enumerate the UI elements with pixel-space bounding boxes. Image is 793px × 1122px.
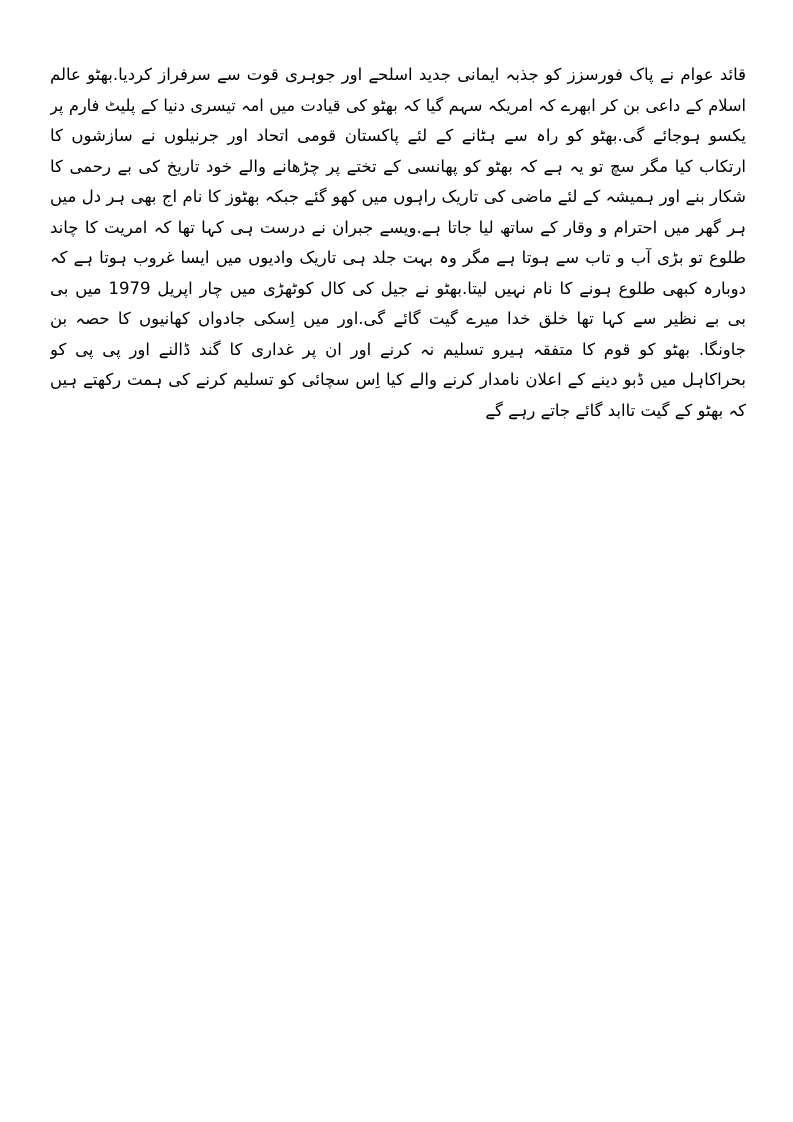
text-line-2: اسلام کے داعی بن کر ابھرے کہ امریکہ سہم گیا کہ بھٹو کی قیادت میں امہ تیسری دنیا کے پلیٹ فارم پر <box>50 95 746 115</box>
text-line-3: یکسو ہوجائے گی.بھٹو کو راہ سے ہٹانے کے لئے پاکستان قومی اتحاد اور جرنیلوں نے سازشوں کا <box>50 126 746 145</box>
text-line-9: بی بے نظیر سے کہا تھا خلق خدا میرے گیت گائے گی.اور میں اِسکی جادواں کھانیوں کا حصہ بن <box>50 309 746 328</box>
text-line-5: شکار بنے اور ہمیشہ کے لئے ماضی کی تاریک راہوں میں کھو گئے جبکہ بھٹوز کا نام اج بھی ہر دل میں <box>50 187 746 206</box>
text-line-1: قائد عوام نے پاک فورسزز کو جذبہ ایمانی جدید اسلحے اور جوہری قوت سے سرفراز کردیا.بھٹو عالم <box>50 65 746 84</box>
text-line-10: جاونگا. بھٹو کو قوم کا متفقہ ہیرو تسلیم نہ کرنے اور ان پر غداری کا گند ڈالنے اور پی پی کو <box>50 339 746 359</box>
text-line-4: ارتکاب کیا مگر سچ تو یہ ہے کہ بھٹو کو پھانسی کے تختے پر چڑھانے والے خود تاریخ کی بے رحمی کا <box>50 156 746 176</box>
text-line-8: دوبارہ کبھی طلوع ہونے کا نام نہیں لیتا.بھٹو نے جیل کی کال کوٹھڑی میں چار اپریل 1979 میں بی <box>50 278 746 298</box>
text-line-6: ہر گھر میں احترام و وقار کے ساتھ لیا جاتا ہے.ویسے جبران نے درست ہی کہا تھا کہ امریت کا چاند <box>50 217 746 237</box>
article-paragraph <box>50 60 746 426</box>
text-line-12: کہ بھٹو کے گیت تاابد گائے جاتے رہے گے <box>485 400 746 420</box>
text-line-7: طلوع تو بڑی آب و تاب سے ہوتا ہے مگر وہ بہت جلد ہی تاریک وادیوں میں ایسا غروب ہوتا ہے کہ <box>50 248 746 267</box>
text-line-11: بحراکاہل میں ڈبو دینے کے اعلان نامدار کرنے والے کیا اِس سچائی کو تسلیم کرنے کی ہمت رکھتے ہیں <box>50 370 746 389</box>
